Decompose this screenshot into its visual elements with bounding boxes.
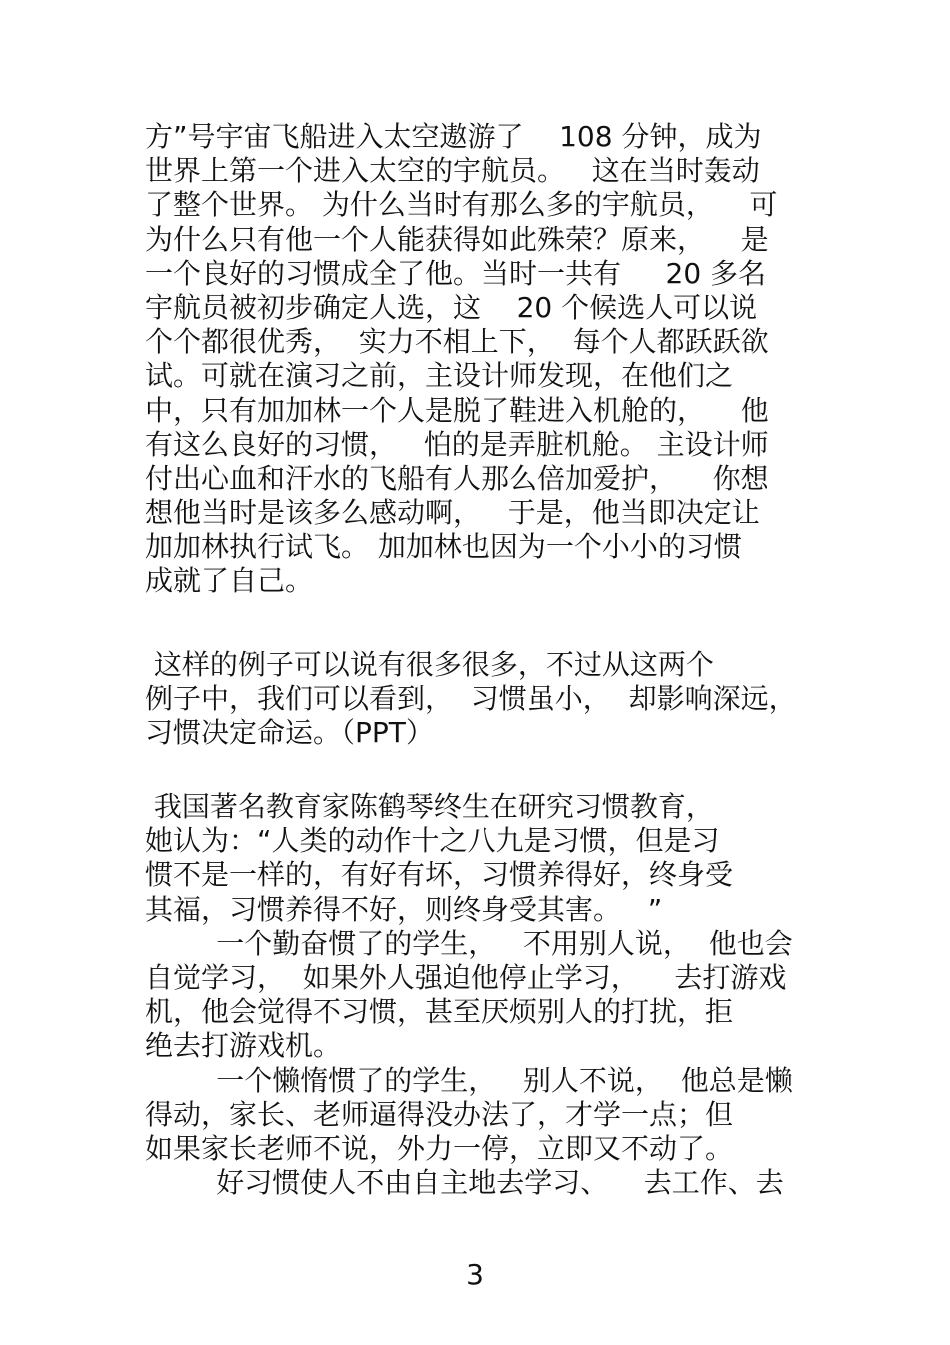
text-line: 例子中，我们可以看到， 习惯虽小， 却影响深远， [145,682,797,716]
text-line: 为什么只有他一个人能获得如此殊荣？原来， 是 [145,222,769,256]
text-line: 试。可就在演习之前，主设计师发现，在他们之 [145,359,734,393]
text-line: 其福，习惯养得不好，则终身受其害。 ” [145,892,663,926]
text-line: 她认为：“人类的动作十之八九是习惯，但是习 [145,824,720,858]
text-line: 好习惯使人不由自主地去学习、 去工作、去 [145,1166,784,1200]
paragraph-habit-summary [145,648,815,751]
text-line: 世界上第一个进入太空的宇航员。 这在当时轰动 [145,154,760,188]
text-line: 一个良好的习惯成全了他。当时一共有 20 多名 [145,256,767,290]
text-line: 想他当时是该多么感动啊， 于是，他当即决定让 [145,496,760,530]
text-line: 宇航员被初步确定人选，这 20 个候选人可以说 [145,290,758,324]
text-line: 付出心血和汗水的飞船有人那么倍加爱护， 你想 [145,461,769,495]
text-line: 一个勤奋惯了的学生， 不用别人说， 他也会 [145,926,793,960]
text-line: 成就了自己。 [145,564,314,598]
text-line: 加加林执行试飞。 加加林也因为一个小小的习惯 [145,530,742,564]
text-line: 这样的例子可以说有很多很多，不过从这两个 [145,648,714,681]
text-line: 得动，家长、老师逼得没办法了，才学一点；但 [145,1097,734,1131]
text-line: 我国著名教育家陈鹤琴终生在研究习惯教育， [145,790,714,823]
paragraph-chen-heqin [145,790,815,1200]
text-line: 个个都很优秀， 实力不相上下， 每个人都跃跃欲 [145,325,769,359]
text-line: 惯不是一样的，有好有坏，习惯养得好，终身受 [145,858,734,892]
text-line: 有这么良好的习惯， 怕的是弄脏机舱。 主设计师 [145,427,769,461]
text-line: 习惯决定命运。（PPT） [145,716,434,750]
paragraph-gagarin-story [145,120,815,599]
text-line: 机，他会觉得不习惯，甚至厌烦别人的打扰，拒 [145,995,734,1029]
page-number: 3 [466,1258,484,1291]
text-line: 绝去打游戏机。 [145,1029,342,1063]
text-line: 了整个世界。 为什么当时有那么多的宇航员， 可 [145,188,778,222]
text-line: 方”号宇宙飞船进入太空遨游了 108 分钟，成为 [145,120,762,153]
text-line: 自觉学习， 如果外人强迫他停止学习， 去打游戏 [145,960,787,994]
text-line: 如果家长老师不说，外力一停，立即又不动了。 [145,1131,734,1165]
text-line: 中，只有加加林一个人是脱了鞋进入机舱的， 他 [145,393,769,427]
text-line: 一个懒惰惯了的学生， 别人不说， 他总是懒 [145,1063,793,1097]
